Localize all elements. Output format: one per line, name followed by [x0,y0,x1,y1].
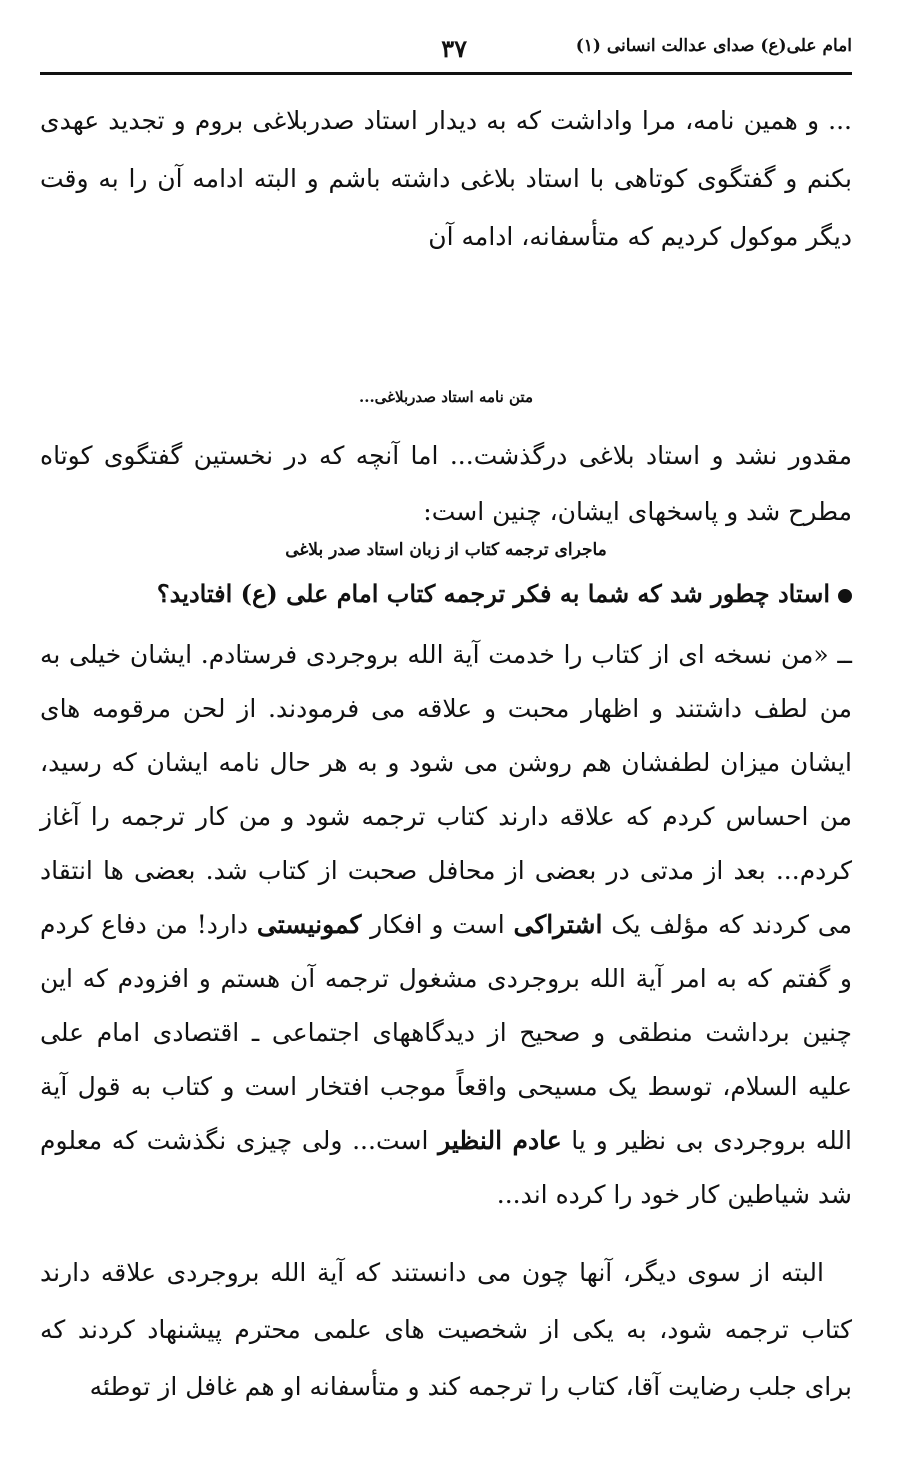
answer-text-4: است... ولی چیزی نگذشت که معلوم شد شیاطین کار خود را کرده اند... [40,1126,852,1209]
answer-text-3: دارد! من دفاع کردم و گفتم که به امر آیة الله بروجردی مشغول ترجمه آن هستم و افزودم که این چنین برداشت منطقی و صحیح از دیدگاههای اجتماعی ـ اقتصادی امام علی علیه السلام، توسط یک مسیحی واقعاً موجب افتخار است و کتاب به قول آیة الله بروجردی بی نظیر و یا [40,910,852,1155]
intro-paragraph: ... و همین نامه، مرا واداشت که به دیدار استاد صدربلاغی بروم و تجدید عهدی بکنم و گفتگوی کوتاهی با استاد بلاغی داشته باشم و البته ادامه آن را به وقت دیگر موکول کردیم که متأسفانه، ادامه آن [40,106,852,251]
answer-bold-term-3: عادم النظیر [438,1126,562,1155]
continuation-paragraph: مقدور نشد و استاد بلاغی درگذشت... اما آنچه که در نخستین گفتگوی کوتاه مطرح شد و پاسخهای ایشان، چنین است: [40,441,852,526]
answer-text-2: است و افکار [361,910,514,939]
answer-text-1: ــ «من نسخه ای از کتاب را خدمت آیة الله بروجردی فرستادم. ایشان خیلی به من لطف داشتند و اظهار محبت و علاقه می فرمودند. از لحن مرقومه های ایشان میزان لطفشان هم روشن می شود و به هر حال نامه ایشان که رسید، من احساس کردم که علاقه دارند کتاب ترجمه شود و من کار ترجمه را آغاز کردم... بعد از مدتی در بعضی از محافل صحبت از کتاب شد. بعضی ها انتقاد می کردند که مؤلف یک [40,640,852,939]
bullet-icon [838,589,852,603]
interview-question [40,572,852,616]
image-caption: متن نامه استاد صدربلاغی... [359,388,533,406]
question-text: استاد چطور شد که شما به فکر ترجمه کتاب امام علی (ع) افتادید؟ [156,579,830,608]
document-page [40,0,852,1479]
answer-bold-term-2: کمونیستی [256,910,362,939]
answer-paragraph [40,628,852,1222]
book-title: امام علی(ع) صدای عدالت انسانی (۱) [575,36,852,56]
page-number: ۳۷ [441,34,467,63]
section-heading: ماجرای ترجمه کتاب از زبان استاد صدر بلاغی [285,540,607,560]
answer-bold-term-1: اشتراکی [513,910,603,939]
header-divider [40,72,852,75]
closing-paragraph: البته از سوی دیگر، آنها چون می دانستند که آیة الله بروجردی علاقه دارند کتاب ترجمه شود، به یکی از شخصیت های علمی محترم پیشنهاد کردند که برای جلب رضایت آقا، کتاب را ترجمه کند و متأسفانه او هم غافل از توطئه [40,1258,852,1401]
running-header [40,34,852,70]
